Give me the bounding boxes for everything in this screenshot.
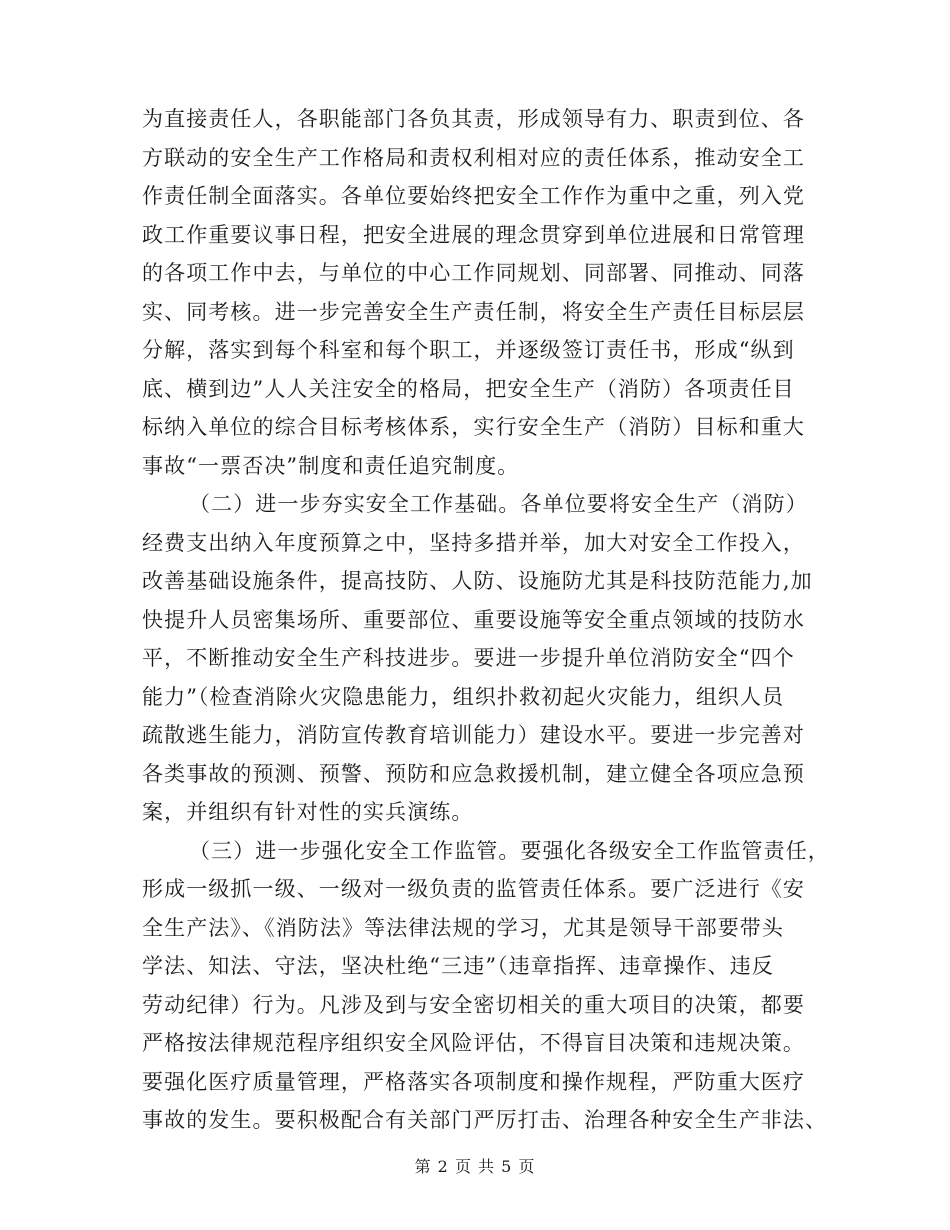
text-line: 经费支出纳入年度预算之中，坚持多措并举，加大对安全工作投入， <box>142 530 805 555</box>
text-line: 要强化医疗质量管理，严格落实各项制度和操作规程，严防重大医疗 <box>142 1069 805 1094</box>
text-line: 各类事故的预测、预警、预防和应急救援机制，建立健全各项应急预 <box>142 761 805 786</box>
text-line: 学法、知法、守法，坚决杜绝“三违”（违章指挥、违章操作、违反 <box>142 954 774 978</box>
text-line: 严格按法律规范程序组织安全风险评估，不得盲目决策和违规决策。 <box>142 1031 805 1055</box>
text-line: 事故“一票否决”制度和责任追究制度。 <box>142 453 520 478</box>
document-body <box>142 100 830 1140</box>
text-line: 实、同考核。进一步完善安全生产责任制，将安全生产责任目标层层 <box>142 299 805 324</box>
text-line: 改善基础设施条件，提高技防、人防、设施防尤其是科技防范能力,加 <box>142 569 813 593</box>
text-line: 平，不断推动安全生产科技进步。要进一步提升单位消防安全“四个 <box>142 646 795 670</box>
text-line: 方联动的安全生产工作格局和责权利相对应的责任体系，推动安全工 <box>142 145 805 170</box>
text-line: 全生产法》、《消防法》等法律法规的学习，尤其是领导干部要带头 <box>142 915 784 940</box>
text-line: 标纳入单位的综合目标考核体系，实行安全生产（消防）目标和重大 <box>142 415 805 439</box>
text-line: 疏散逃生能力，消防宣传教育培训能力）建设水平。要进一步完善对 <box>142 723 805 747</box>
text-line: 快提升人员密集场所、重要部位、重要设施等安全重点领域的技防水 <box>142 607 805 632</box>
text-line: 底、横到边”人人关注安全的格局，把安全生产（消防）各项责任目 <box>142 376 795 401</box>
text-line: 能力”（检查消除火灾隐患能力，组织扑救初起火灾能力，组织人员 <box>142 684 785 709</box>
text-line: 劳动纪律）行为。凡涉及到与安全密切相关的重大项目的决策，都要 <box>142 992 805 1017</box>
text-line: 的各项工作中去，与单位的中心工作同规划、同部署、同推动、同落 <box>142 261 805 285</box>
text-line: 政工作重要议事日程，把安全进展的理念贯穿到单位进展和日常管理 <box>142 222 805 247</box>
paragraph-start-line: （二）进一步夯实安全工作基础。各单位要将安全生产（消防） <box>189 492 808 516</box>
text-line: 为直接责任人，各职能部门各负其责，形成领导有力、职责到位、各 <box>142 107 805 131</box>
text-line: 案，并组织有针对性的实兵演练。 <box>142 800 474 824</box>
text-line: 形成一级抓一级、一级对一级负责的监管责任体系。要广泛进行《安 <box>142 877 805 901</box>
page-footer: 第 2 页 共 5 页 <box>414 1157 536 1176</box>
text-line: 事故的发生。要积极配合有关部门严厉打击、治理各种安全生产非法、 <box>142 1108 828 1132</box>
text-line: 作责任制全面落实。各单位要始终把安全工作作为重中之重，列入党 <box>142 184 805 208</box>
text-line: 分解，落实到每个科室和每个职工，并逐级签订责任书，形成“纵到 <box>142 338 795 362</box>
paragraph-start-line: （三）进一步强化安全工作监管。要强化各级安全工作监管责任， <box>189 838 830 863</box>
